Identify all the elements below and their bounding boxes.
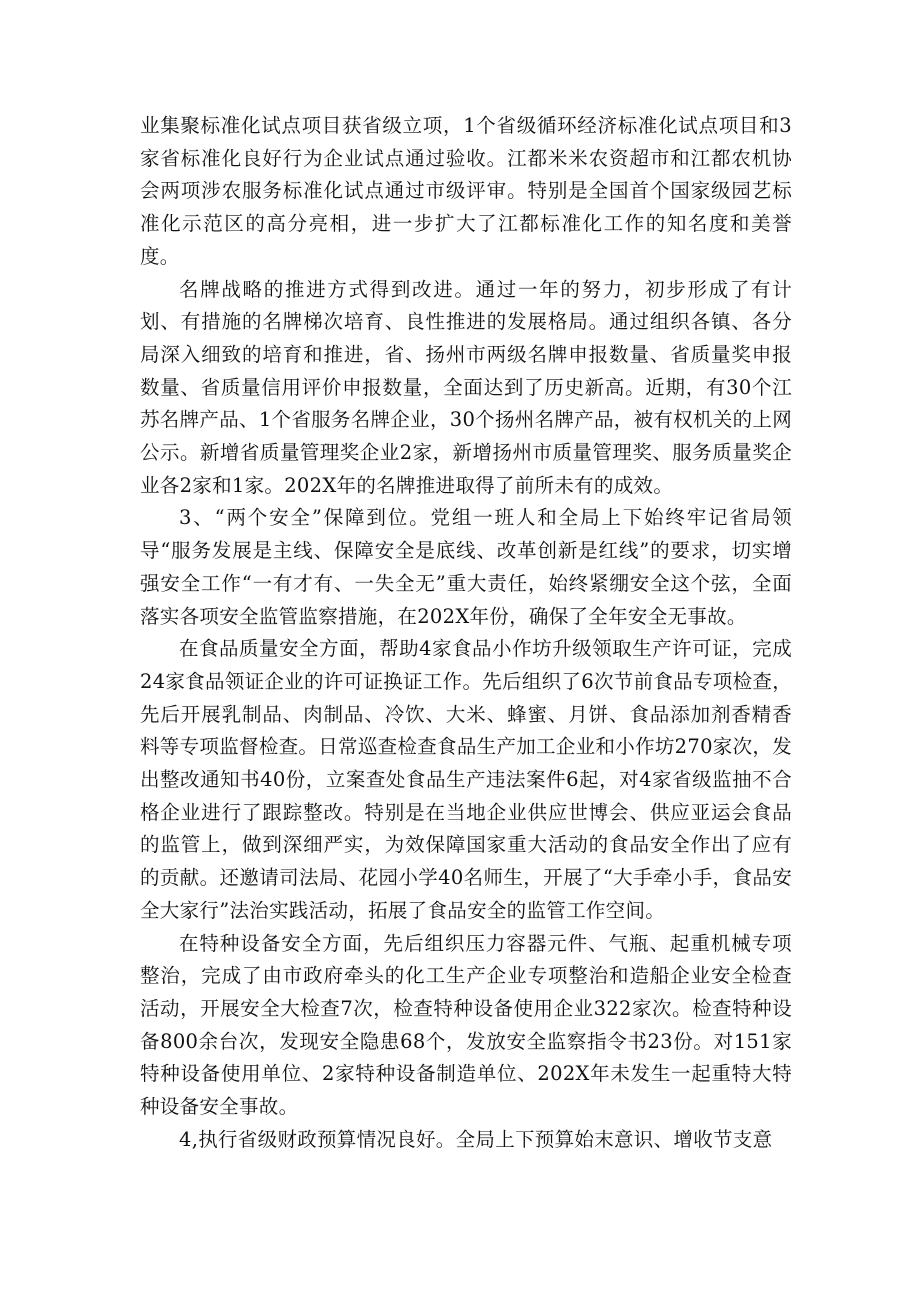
paragraph-brand-strategy: 名牌战略的推进方式得到改进。通过一年的努力，初步形成了有计划、有措施的名牌梯次培育、良性推进的发展格局。通过组织各镇、各分局深入细致的培育和推进，省、扬州市两级名牌申报数量、省质量奖申报数量、省质量信用评价申报数量，全面达到了历史新高。近期，有30个江苏名牌产品、1个省服务名牌企业，30个扬州名牌产品，被有权机关的上网公示。新增省质量管理奖企业2家，新增扬州市质量管理奖、服务质量奖企业各2家和1家。202X年的名牌推进取得了前所未有的成效。 [140,277,792,497]
document-body [140,110,792,1157]
paragraph-two-safety: 3、“两个安全”保障到位。党组一班人和全局上下始终牢记省局领导“服务发展是主线、保障安全是底线、改革创新是红线”的要求，切实增强安全工作“一有才有、一失全无”重大责任，始终紧绷安全这个弦，全面落实各项安全监管监察措施，在202X年份，确保了全年安全无事故。 [140,506,792,628]
paragraph-continuation: 业集聚标准化试点项目获省级立项，1个省级循环经济标准化试点项目和3家省标准化良好行为企业试点通过验收。江都米米农资超市和江都农机协会两项涉农服务标准化试点通过市级评审。特别是全国首个国家级园艺标准化示范区的高分亮相，进一步扩大了江都标准化工作的知名度和美誉度。 [140,114,792,268]
paragraph-budget: 4,执行省级财政预算情况良好。全局上下预算始末意识、增收节支意 [179,1127,773,1151]
paragraph-food-safety: 在食品质量安全方面，帮助4家食品小作坊升级领取生产许可证，完成24家食品领证企业的许可证换证工作。先后组织了6次节前食品专项检查，先后开展乳制品、肉制品、冷饮、大米、蜂蜜、月饼、食品添加剂香精香料等专项监督检查。日常巡查检查食品生产加工企业和小作坊270家次，发出整改通知书40份，立案查处食品生产违法案件6起，对4家省级监抽不合格企业进行了跟踪整改。特别是在当地企业供应世博会、供应亚运会食品的监管上，做到深细严实，为效保障国家重大活动的食品安全作出了应有的贡献。还邀请司法局、花园小学40名师生，开展了“大手牵小手，食品安全大家行”法治实践活动，拓展了食品安全的监管工作空间。 [140,637,792,922]
paragraph-special-equipment: 在特种设备安全方面，先后组织压力容器元件、气瓶、起重机械专项整治，完成了由市政府牵头的化工生产企业专项整治和造船企业安全检查活动，开展安全大检查7次，检查特种设备使用企业322家次。检查特种设备800余台次，发现安全隐患68个，发放安全监察指令书23份。对151家特种设备使用单位、2家特种设备制造单位、202X年未发生一起重特大特种设备安全事故。 [140,931,792,1119]
